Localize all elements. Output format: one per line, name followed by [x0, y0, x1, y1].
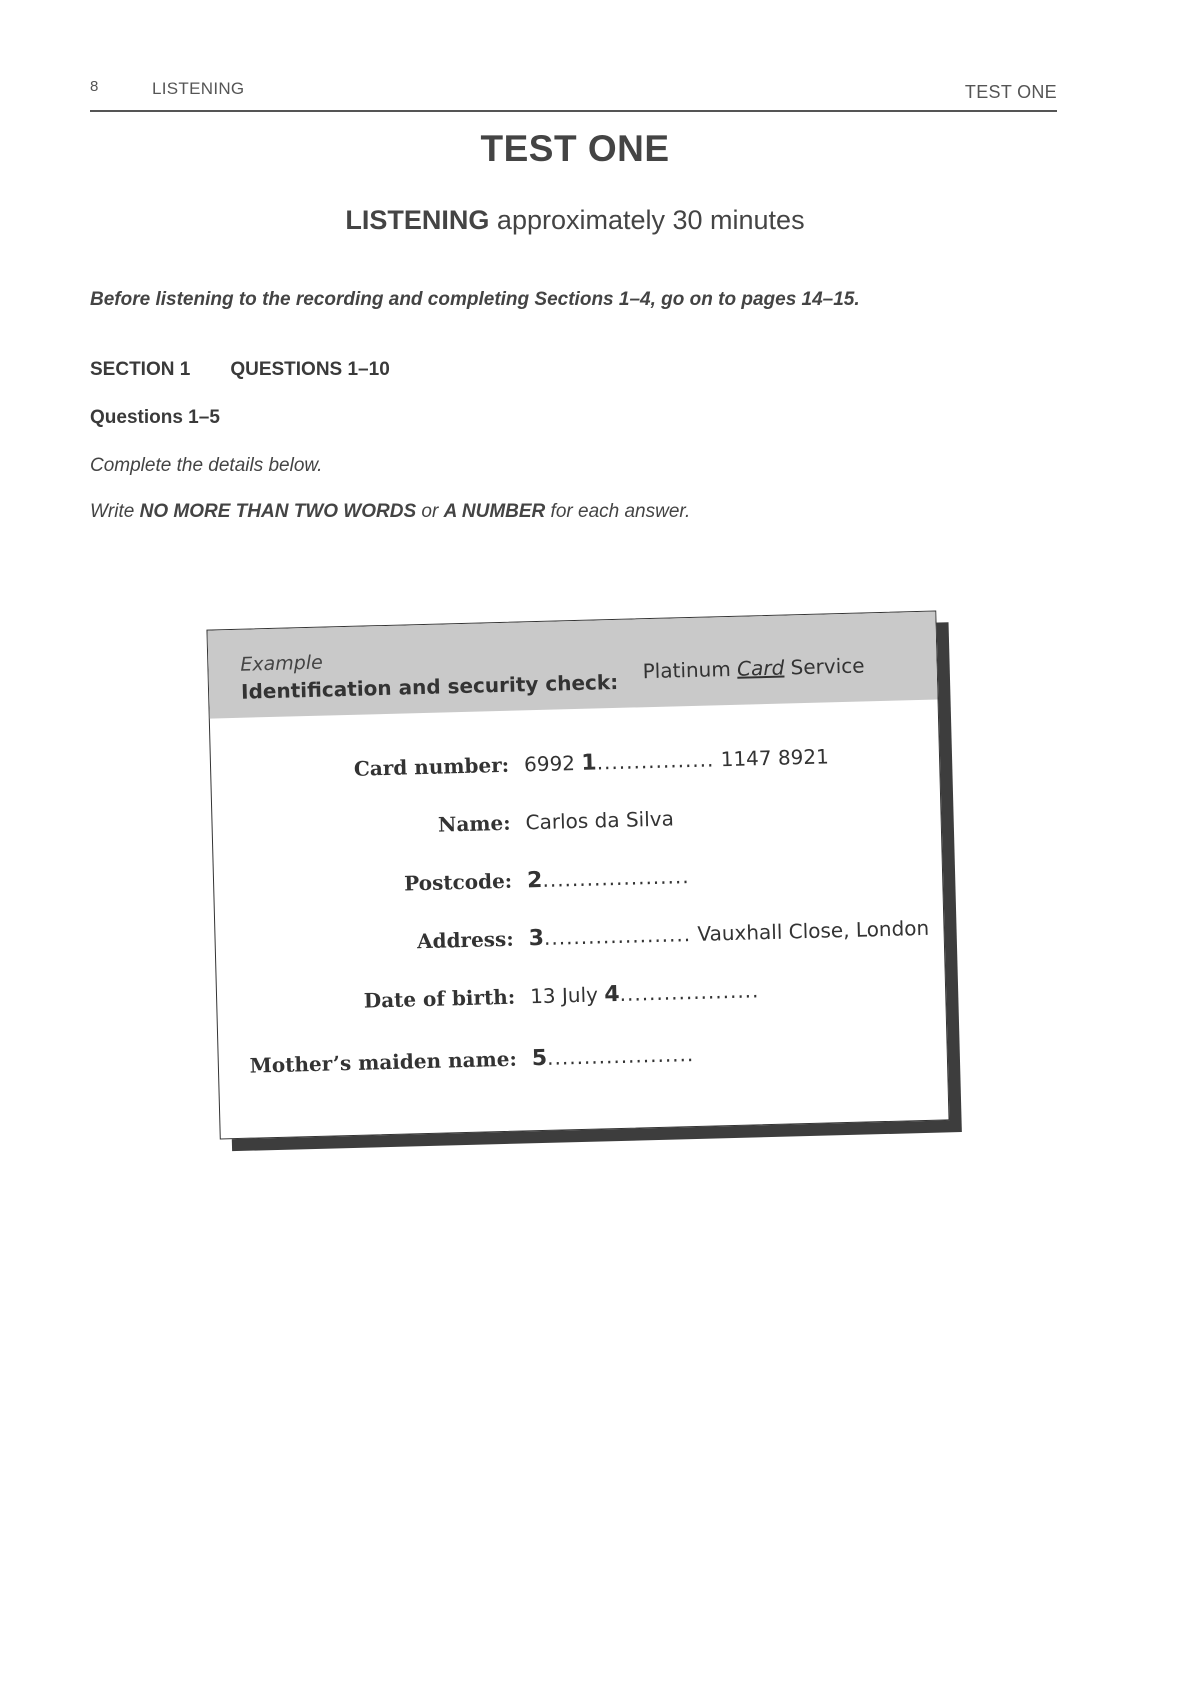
form-row-date-of-birth — [217, 973, 946, 1022]
form-row-postcode — [214, 857, 943, 906]
value-post: 1147 8921 — [714, 744, 830, 772]
value-pre: Carlos da Silva — [525, 806, 675, 835]
field-label: Mother’s maiden name: — [249, 1046, 518, 1078]
page-header — [90, 78, 1057, 112]
intro-instruction: Before listening to the recording and completing Sections 1–4, go on to pages 14–15. — [90, 289, 860, 310]
example-value-pre: Platinum — [642, 656, 738, 684]
example-value-post: Service — [783, 653, 865, 680]
write-part: or — [416, 501, 444, 522]
field-value — [525, 806, 674, 834]
value-pre: 13 July — [529, 982, 605, 1009]
answer-blank[interactable]: .................... — [546, 1042, 695, 1070]
value-pre: 6992 — [523, 750, 582, 777]
field-value — [528, 916, 929, 951]
field-label: Date of birth: — [363, 984, 516, 1013]
running-test-title: TEST ONE — [964, 82, 1057, 102]
write-emphasis: A NUMBER — [443, 501, 546, 522]
form-row-card-number — [211, 742, 940, 791]
page-number: 8 — [90, 78, 99, 95]
write-part: Write — [90, 501, 140, 522]
field-label: Address: — [416, 926, 514, 954]
running-section-title: LISTENING — [152, 79, 245, 98]
example-answer: Card — [736, 655, 785, 681]
card-body — [206, 611, 949, 1140]
answer-blank[interactable]: .................... — [543, 922, 692, 950]
question-number: 5 — [531, 1045, 548, 1072]
section-label: SECTION 1 — [90, 359, 191, 380]
question-number: 4 — [603, 981, 620, 1008]
value-post: Vauxhall Close, London — [690, 915, 930, 947]
subtitle-rest: approximately 30 minutes — [489, 205, 805, 235]
field-label: Name: — [437, 810, 511, 837]
section-heading — [90, 359, 390, 381]
section-questions: QUESTIONS 1–10 — [230, 359, 390, 380]
page-title: TEST ONE — [480, 128, 670, 169]
question-number: 3 — [528, 925, 545, 952]
field-label: Postcode: — [403, 868, 513, 896]
field-value — [524, 744, 829, 777]
form-row-name — [212, 799, 941, 848]
answer-blank[interactable]: ................... — [619, 978, 760, 1006]
example-label: Example — [240, 651, 324, 676]
field-value — [530, 978, 760, 1009]
field-value — [527, 864, 690, 893]
questions-subheading: Questions 1–5 — [90, 407, 220, 428]
question-number: 1 — [581, 750, 597, 776]
answer-blank[interactable]: ................ — [596, 747, 715, 775]
subtitle-bold: LISTENING — [345, 205, 490, 235]
question-number: 2 — [526, 867, 543, 894]
write-emphasis: NO MORE THAN TWO WORDS — [139, 501, 417, 522]
instruction-complete: Complete the details below. — [90, 455, 323, 476]
instruction-write — [90, 501, 690, 523]
card-example-band — [207, 612, 937, 719]
answer-blank[interactable]: .................... — [542, 864, 690, 892]
field-value — [531, 1042, 694, 1071]
page-subtitle — [0, 205, 1150, 236]
example-value — [642, 653, 864, 683]
write-part: for each answer. — [545, 501, 691, 522]
form-card — [206, 611, 949, 1140]
example-key: Identification and security check: — [240, 669, 619, 704]
form-row-address — [215, 915, 944, 964]
form-row-mothers-maiden-name — [219, 1035, 948, 1084]
field-label: Card number: — [353, 752, 510, 781]
